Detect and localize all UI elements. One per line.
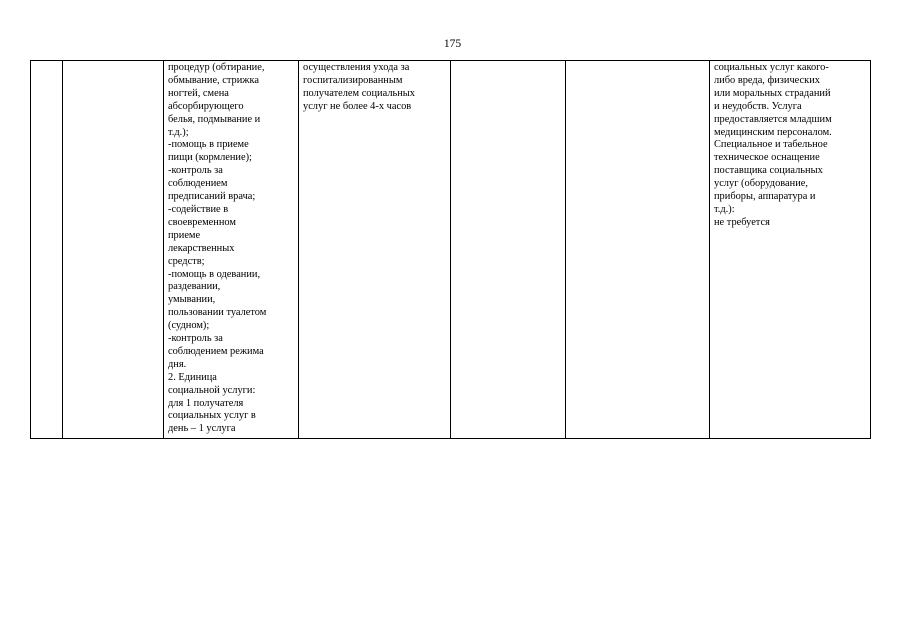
table-cell-service-term (299, 61, 451, 439)
page-number: 175 (443, 38, 462, 50)
table-cell-service-name (63, 61, 164, 439)
table-cell-service-description (164, 61, 299, 439)
table-cell-tariff (451, 61, 566, 439)
table-cell-indicators (566, 61, 710, 439)
services-table (30, 60, 871, 439)
table-row (31, 61, 871, 439)
table-cell-conditions (710, 61, 871, 439)
table-cell-number (31, 61, 63, 439)
service-conditions-text: социальных услуг какого- либо вреда, физических или моральных страданий и неудобств. Услуга предоставляется младшим медицинским персоналом. Специальное и табельное техническое оснащение поставщика социальных услуг (оборудование, приборы, аппаратура и т.д.): не требуется (714, 62, 832, 228)
service-term-text: осуществления ухода за госпитализированным получателем социальных услуг не более 4-х часов (303, 62, 415, 112)
service-description-text: процедур (обтирание, обмывание, стрижка ногтей, смена абсорбирующего белья, подмывание и т.д.); -помощь в приеме пищи (кормление); -контроль за соблюдением предписаний врача; -содействие в своевременном приеме лекарственных средств; -помощь в одевании, раздевании, умывании, пользовании туалетом (судном); -контроль за соблюдением режима дня. 2. Единица социальной услуги: для 1 получателя социальных услуг в день – 1 услуга (168, 62, 267, 435)
